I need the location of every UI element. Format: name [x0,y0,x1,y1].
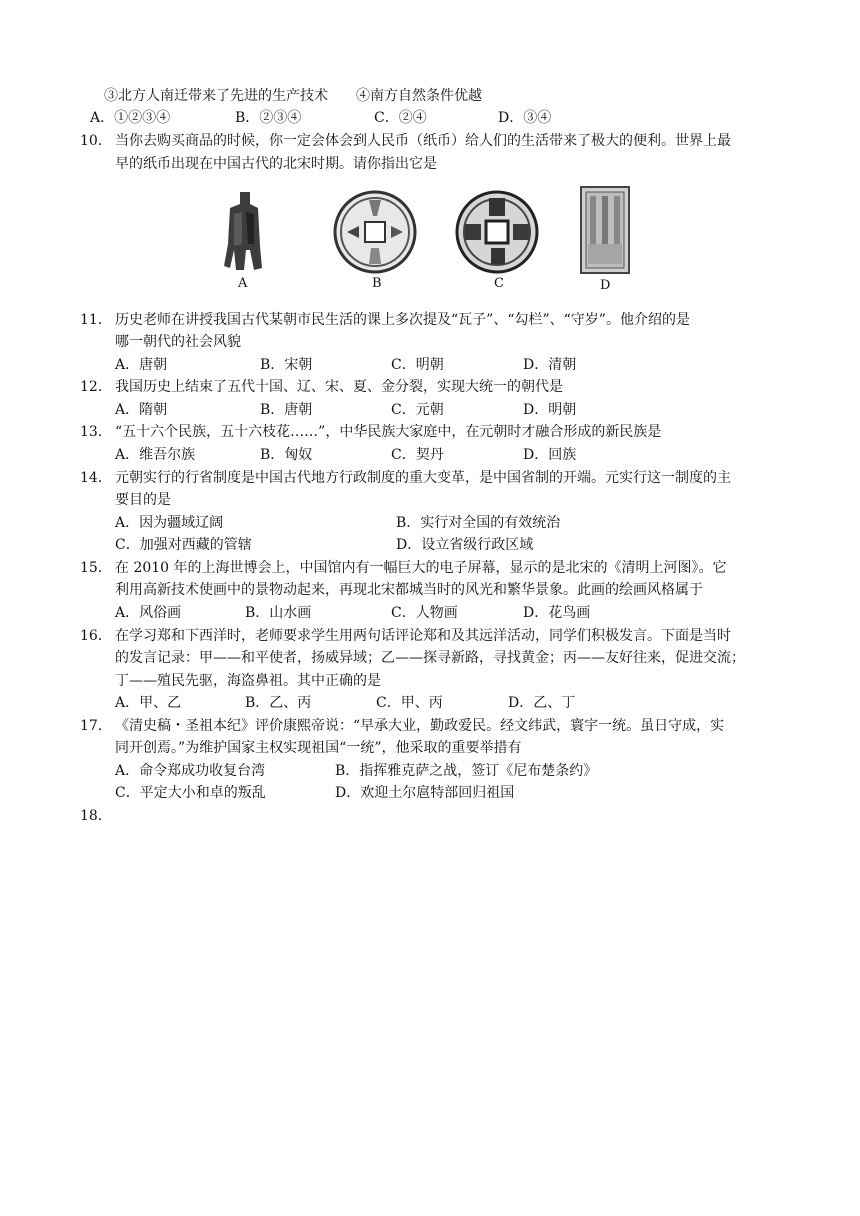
q17-option-d[interactable]: D．欢迎土尔扈特部回归祖国 [335,785,515,801]
q11-number: 11． [80,312,112,328]
q15-stem-line2: 利用高新技术使画中的景物动起来，再现北宋都城当时的风光和繁华景象。此画的绘画风格属于 [115,582,703,598]
q14-option-d[interactable]: D．设立省级行政区域 [396,537,534,553]
q13-number: 13． [80,424,112,440]
q16-option-b[interactable]: B．乙、丙 [245,695,312,711]
image-label-c: C [494,276,504,291]
q14-option-a[interactable]: A．因为疆域辽阔 [115,515,224,531]
q13-option-c[interactable]: C．契丹 [391,447,444,463]
image-label-d: D [600,278,611,293]
q17-stem-line1: 《清史稿・圣祖本纪》评价康熙帝说：“早承大业，勤政爱民。经文纬武，寰宇一统。虽日守成，实 [115,718,725,734]
q9-option-a[interactable]: A．①②③④ [90,110,171,126]
q10-stem-line2: 早的纸币出现在中国古代的北宋时期。请你指出它是 [115,156,437,172]
q11-stem-line1: 历史老师在讲授我国古代某朝市民生活的课上多次提及“瓦子”、“勾栏”、“守岁”。他介绍的是 [115,312,690,328]
q15-option-d[interactable]: D．花鸟画 [523,605,591,621]
q9-option-b[interactable]: B．②③④ [235,110,302,126]
q10-number: 10． [80,133,112,149]
q16-option-c[interactable]: C．甲、丙 [376,695,443,711]
q11-option-a[interactable]: A．唐朝 [115,357,168,373]
image-label-b: B [372,276,382,291]
q17-stem-line2: 同开创焉。”为维护国家主权实现祖国“一统”，他采取的重要举措有 [115,740,522,756]
q16-number: 16． [80,628,112,644]
q11-option-d[interactable]: D．清朝 [523,357,577,373]
q17-option-c[interactable]: C．平定大小和卓的叛乱 [115,785,266,801]
q16-option-a[interactable]: A．甲、乙 [115,695,182,711]
spade-coin-image [220,190,270,274]
q17-number: 17． [80,718,112,734]
q16-stem-line3: 丁——殖民先驱，海盗鼻祖。其中正确的是 [115,673,381,689]
q14-stem-line2: 要目的是 [115,492,171,508]
q17-option-b[interactable]: B．指挥雅克萨之战，签订《尼布楚条约》 [335,763,598,779]
q13-option-a[interactable]: A．维吾尔族 [115,447,196,463]
q12-option-c[interactable]: C．元朝 [391,402,444,418]
q15-number: 15． [80,560,112,576]
q9-option-c[interactable]: C．②④ [374,110,427,126]
q12-stem: 我国历史上结束了五代十国、辽、宋、夏、金分裂，实现大统一的朝代是 [115,379,563,395]
q16-option-d[interactable]: D．乙、丁 [508,695,576,711]
q11-option-c[interactable]: C．明朝 [391,357,444,373]
q13-option-d[interactable]: D．回族 [523,447,577,463]
q9-statement-3-4: ③北方人南迁带来了先进的生产技术 ④南方自然条件优越 [104,88,482,104]
q9-option-d[interactable]: D．③④ [498,110,552,126]
q15-stem-line1: 在 2010 年的上海世博会上，中国馆内有一幅巨大的电子屏幕，显示的是北宋的《清明上河图》。它 [115,560,727,576]
paper-note-image [580,186,630,274]
q11-stem-line2: 哪一朝代的社会风貌 [115,334,241,350]
q13-stem: “五十六个民族，五十六枝花……”，中华民族大家庭中，在元朝时才融合形成的新民族是 [115,424,662,440]
q13-option-b[interactable]: B．匈奴 [260,447,313,463]
q15-option-b[interactable]: B．山水画 [245,605,312,621]
image-label-a: A [238,276,248,291]
q18-number: 18． [80,808,112,824]
q16-stem-line1: 在学习郑和下西洋时，老师要求学生用两句话评论郑和及其远洋活动，同学们积极发言。下面是当时 [115,628,731,644]
round-coin-c-image [455,190,539,274]
q14-option-b[interactable]: B．实行对全国的有效统治 [396,515,561,531]
q17-option-a[interactable]: A．命令郑成功收复台湾 [115,763,266,779]
q12-option-b[interactable]: B．唐朝 [260,402,313,418]
q12-number: 12． [80,379,112,395]
q14-option-c[interactable]: C．加强对西藏的管辖 [115,537,252,553]
q14-number: 14． [80,470,112,486]
q15-option-c[interactable]: C．人物画 [391,605,458,621]
q16-stem-line2: 的发言记录：甲——和平使者，扬威异域；乙——探寻新路，寻找黄金；丙——友好往来，促进交流； [115,650,745,666]
q11-option-b[interactable]: B．宋朝 [260,357,313,373]
q10-stem-line1: 当你去购买商品的时候，你一定会体会到人民币（纸币）给人们的生活带来了极大的便利。世界上最 [115,133,731,149]
q14-stem-line1: 元朝实行的行省制度是中国古代地方行政制度的重大变革，是中国省制的开端。元实行这一制度的主 [115,470,731,486]
q12-option-a[interactable]: A．隋朝 [115,402,168,418]
q12-option-d[interactable]: D．明朝 [523,402,577,418]
round-coin-b-image [333,190,417,274]
q15-option-a[interactable]: A．风俗画 [115,605,182,621]
